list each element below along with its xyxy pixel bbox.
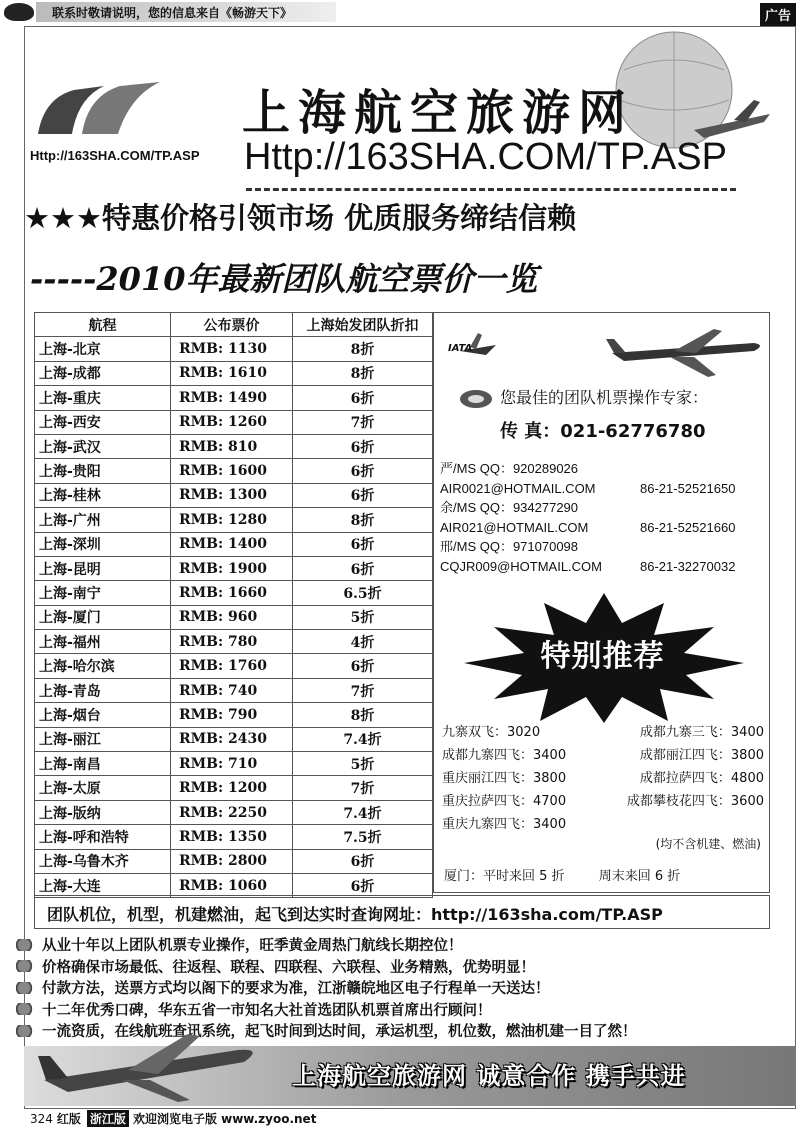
price-cell: RMB: 1400 (171, 532, 293, 556)
discount-cell: 6折 (293, 434, 433, 458)
site-title: 上海航空旅游网 (242, 85, 635, 141)
price-cell: RMB: 810 (171, 434, 293, 458)
route-cell: 上海-南宁 (35, 581, 171, 605)
bullet-text: 付款方法，送票方式均以阁下的要求为准，江浙赣皖地区电子行程单一天送达！ (42, 980, 550, 998)
table-row (35, 678, 433, 702)
recommendation-item: 九寨双飞：3020 (442, 725, 541, 740)
recommendation-row (442, 790, 764, 813)
small-url[interactable]: Http://163SHA.COM/TP.ASP (30, 148, 200, 163)
list-item (16, 999, 796, 1021)
top-bar (0, 0, 800, 24)
price-cell: RMB: 1300 (171, 483, 293, 507)
price-note: (均不含机建、燃油) (655, 837, 761, 851)
table-row (35, 532, 433, 556)
route-cell: 上海-深圳 (35, 532, 171, 556)
table-row (35, 727, 433, 751)
price-cell: RMB: 1900 (171, 556, 293, 580)
route-cell: 上海-贵阳 (35, 459, 171, 483)
contact-row (440, 537, 770, 557)
footer-slogan: 上海航空旅游网 诚意合作 携手共进 (292, 1062, 686, 1090)
discount-cell: 7.4折 (293, 800, 433, 824)
contact-phone: 86-21-32270032 (640, 558, 736, 574)
feature-bullet-list (16, 934, 796, 1042)
bullet-text: 一流资质，在线航班查讯系统，起飞时间到达时间，承运机型，机位数，燃油机建一目了然！ (42, 1023, 637, 1041)
route-cell: 上海-哈尔滨 (35, 654, 171, 678)
discount-cell: 7折 (293, 410, 433, 434)
discount-cell: 6折 (293, 386, 433, 410)
table-row (35, 581, 433, 605)
route-cell: 上海-青岛 (35, 678, 171, 702)
list-item (16, 977, 796, 999)
contact-phone: 86-21-52521660 (640, 519, 736, 535)
discount-cell: 6折 (293, 483, 433, 507)
ebook-link[interactable]: 欢迎浏览电子版 www.zyoo.net (132, 1112, 317, 1126)
table-row (35, 386, 433, 410)
discount-cell: 8折 (293, 703, 433, 727)
discount-cell: 5折 (293, 752, 433, 776)
col-discount: 上海始发团队折扣 (293, 313, 433, 337)
price-cell: RMB: 1060 (171, 873, 293, 897)
big-url[interactable]: Http://163SHA.COM/TP.ASP (244, 136, 727, 178)
footer-airplane-icon (38, 1030, 268, 1104)
recommendation-item: 成都丽江四飞：3800 (639, 748, 764, 763)
header-dashed-divider (246, 188, 736, 191)
recommendation-row (442, 721, 764, 744)
route-cell: 上海-成都 (35, 361, 171, 385)
discount-cell: 8折 (293, 508, 433, 532)
price-cell: RMB: 2250 (171, 800, 293, 824)
route-cell: 上海-烟台 (35, 703, 171, 727)
iata-label: IATA (448, 343, 473, 354)
recommendation-row (442, 744, 764, 767)
price-cell: RMB: 2430 (171, 727, 293, 751)
discount-cell: 8折 (293, 361, 433, 385)
route-cell: 上海-福州 (35, 630, 171, 654)
slogan: ★★★特惠价格引领市场 优质服务缔结信赖 (24, 201, 577, 235)
route-cell: 上海-厦门 (35, 605, 171, 629)
route-cell: 上海-丽江 (35, 727, 171, 751)
price-cell: RMB: 1280 (171, 508, 293, 532)
table-row (35, 605, 433, 629)
edition-label: 红版 (56, 1112, 81, 1126)
expert-line: 您最佳的团队机票操作专家： (500, 388, 709, 407)
table-row (35, 459, 433, 483)
contact-phone: 86-21-52521650 (640, 480, 736, 496)
table-row (35, 508, 433, 532)
discount-cell: 6折 (293, 459, 433, 483)
table-row (35, 825, 433, 849)
price-cell: RMB: 1660 (171, 581, 293, 605)
contact-row (440, 459, 770, 479)
price-cell: RMB: 1200 (171, 776, 293, 800)
phone-icon (456, 385, 496, 409)
discount-cell: 6折 (293, 532, 433, 556)
recommendation-item: 成都九寨四飞：3400 (442, 748, 567, 763)
price-cell: RMB: 780 (171, 630, 293, 654)
bullet-icon (16, 939, 36, 951)
price-cell: RMB: 960 (171, 605, 293, 629)
price-cell: RMB: 1490 (171, 386, 293, 410)
contact-id[interactable]: 邢/MS QQ：971070098 (440, 539, 579, 555)
discount-cell: 6折 (293, 849, 433, 873)
discount-cell: 7.4折 (293, 727, 433, 751)
logo-swoosh-icon (34, 78, 164, 140)
page-bar (24, 1110, 796, 1127)
contact-id[interactable]: CQJR009@HOTMAIL.COM (440, 558, 602, 574)
airplane-icon (604, 323, 769, 383)
discount-cell: 7.5折 (293, 825, 433, 849)
recommendation-item: 成都拉萨四飞：4800 (639, 771, 764, 786)
discount-cell: 6折 (293, 654, 433, 678)
contact-id[interactable]: AIR021@HOTMAIL.COM (440, 519, 589, 535)
discount-cell: 8折 (293, 337, 433, 361)
list-item (16, 934, 796, 956)
xiamen-weekend: 周末来回 6 折 (598, 869, 681, 884)
region-label: 浙江版 (87, 1110, 129, 1127)
route-cell: 上海-武汉 (35, 434, 171, 458)
price-cell: RMB: 1610 (171, 361, 293, 385)
page-number: 324 (30, 1111, 53, 1126)
special-recommend-label: 特别推荐 (540, 639, 665, 674)
price-cell: RMB: 2800 (171, 849, 293, 873)
discount-cell: 7折 (293, 776, 433, 800)
price-cell: RMB: 710 (171, 752, 293, 776)
bullet-icon (16, 982, 36, 994)
bullet-icon (16, 1003, 36, 1015)
route-cell: 上海-太原 (35, 776, 171, 800)
contact-id[interactable]: 严/MS QQ：920289026 (440, 461, 579, 476)
fare-table-header (35, 313, 433, 337)
table-row (35, 483, 433, 507)
recommendation-list (442, 721, 764, 836)
table-row (35, 776, 433, 800)
recommendation-item: 成都攀枝花四飞：3600 (626, 794, 764, 809)
table-row (35, 849, 433, 873)
contact-row (440, 479, 770, 499)
recommendation-item: 成都九寨三飞：3400 (639, 725, 764, 740)
route-cell: 上海-昆明 (35, 556, 171, 580)
contact-list (440, 459, 770, 577)
table-row (35, 630, 433, 654)
price-cell: RMB: 1600 (171, 459, 293, 483)
price-cell: RMB: 1350 (171, 825, 293, 849)
fax-number: 传 真：021-62776780 (500, 421, 706, 442)
price-cell: RMB: 740 (171, 678, 293, 702)
price-cell: RMB: 1760 (171, 654, 293, 678)
route-cell: 上海-桂林 (35, 483, 171, 507)
bullet-icon (16, 960, 36, 972)
contact-id[interactable]: AIR0021@HOTMAIL.COM (440, 480, 596, 496)
table-row (35, 703, 433, 727)
discount-cell: 6折 (293, 556, 433, 580)
magazine-logo-icon (4, 3, 34, 21)
route-cell: 上海-北京 (35, 337, 171, 361)
bullet-text: 十二年优秀口碑，华东五省一市知名大社首选团队机票首席出行顾问！ (42, 1001, 492, 1019)
route-cell: 上海-南昌 (35, 752, 171, 776)
contact-row (440, 498, 770, 518)
route-cell: 上海-广州 (35, 508, 171, 532)
price-cell: RMB: 1260 (171, 410, 293, 434)
table-row (35, 410, 433, 434)
discount-cell: 5折 (293, 605, 433, 629)
table-row (35, 752, 433, 776)
table-row (35, 337, 433, 361)
route-cell: 上海-西安 (35, 410, 171, 434)
fare-table-body (35, 337, 433, 898)
header (24, 26, 796, 186)
contact-id[interactable]: 余/MS QQ：934277290 (440, 500, 579, 516)
route-cell: 上海-重庆 (35, 386, 171, 410)
price-cell: RMB: 790 (171, 703, 293, 727)
route-cell: 上海-版纳 (35, 800, 171, 824)
bullet-text: 从业十年以上团队机票专业操作，旺季黄金周热门航线长期控位！ (42, 937, 463, 955)
recommendation-item: 重庆九寨四飞：3400 (442, 817, 567, 832)
xiamen-weekday: 厦门：平时来回 5 折 (444, 869, 565, 884)
query-url-line[interactable]: 团队机位，机型，机建燃油，起飞到达实时查询网址：http://163sha.com/TP.ASP (34, 895, 770, 929)
bullet-icon (16, 1025, 36, 1037)
table-row (35, 654, 433, 678)
recommendation-item: 重庆拉萨四飞：4700 (442, 794, 567, 809)
table-row (35, 800, 433, 824)
table-row (35, 361, 433, 385)
bullet-text: 价格确保市场最低、往返程、联程、四联程、六联程、业务精熟，优势明显！ (42, 958, 535, 976)
contact-row (440, 557, 770, 577)
contact-row (440, 518, 770, 538)
fare-list-title: -----2010年最新团队航空票价一览 (30, 260, 538, 298)
discount-cell: 6.5折 (293, 581, 433, 605)
route-cell: 上海-呼和浩特 (35, 825, 171, 849)
recommendation-row (442, 767, 764, 790)
discount-cell: 7折 (293, 678, 433, 702)
col-price: 公布票价 (171, 313, 293, 337)
route-cell: 上海-大连 (35, 873, 171, 897)
col-route: 航程 (35, 313, 171, 337)
recommendation-item: 重庆丽江四飞：3800 (442, 771, 567, 786)
list-item (16, 956, 796, 978)
discount-cell: 6折 (293, 873, 433, 897)
table-row (35, 434, 433, 458)
price-cell: RMB: 1130 (171, 337, 293, 361)
xiamen-offer (444, 865, 710, 884)
table-row (35, 556, 433, 580)
route-cell: 上海-乌鲁木齐 (35, 849, 171, 873)
contact-box (433, 312, 770, 893)
top-notice: 联系时敬请说明，您的信息来自《畅游天下》 (52, 5, 293, 20)
fare-table (34, 312, 433, 898)
discount-cell: 4折 (293, 630, 433, 654)
ad-label: 广告 (760, 3, 796, 26)
recommendation-row (442, 813, 764, 836)
